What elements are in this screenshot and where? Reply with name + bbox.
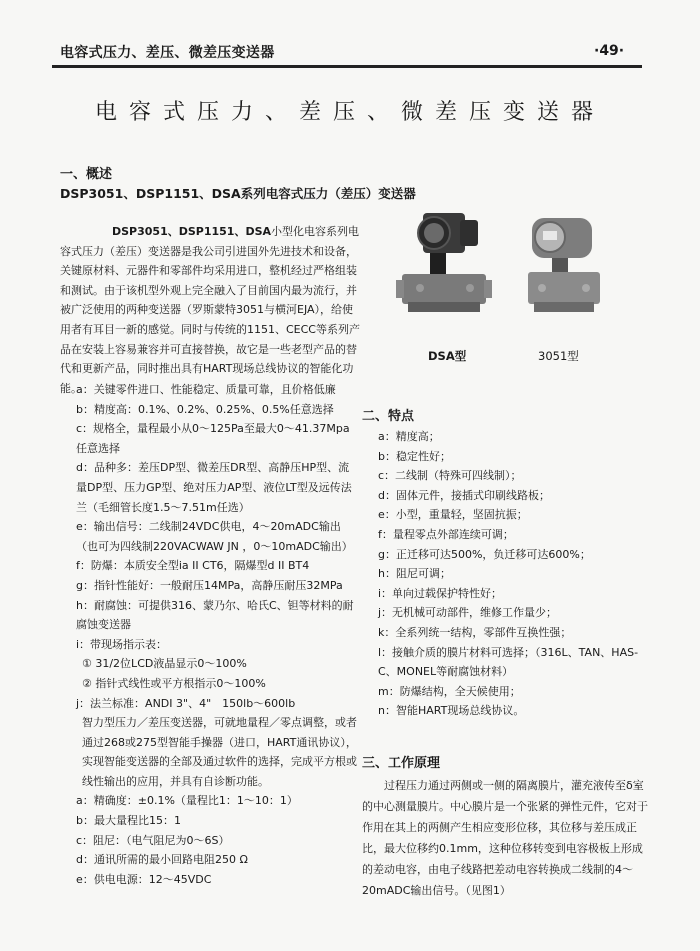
list-item: e：输出信号：二线制24VDC供电，4～20mADC输出（也可为四线制220VACWAW JN ，0～10mADC输出） [76, 520, 353, 553]
list-item: a：关键零件进口、性能稳定、质量可靠，且价格低廉 [76, 383, 336, 396]
list-item: f：量程零点外部连续可调； [378, 527, 514, 541]
list-item: b：最大量程比15：1 [76, 814, 181, 828]
list-item: h：阻尼可调； [378, 567, 451, 581]
list-item: d：品种多：差压DP型、微差压DR型、高静压HP型、流量DP型、压力GP型、绝对压力AP型、液位LT型及远传法兰（毛细管长度1.5～7.51m任选） [76, 461, 352, 514]
intro-body: 小型化电容系列电容式压力（差压）变送器是我公司引进国外先进技术和设备，关键原材料、元器件和零部件均采用进口，整机经过严格组装和测试。由于该机型外观上完全融入了目前国内最为流行，并被广泛使用的两种变送器（罗斯蒙特3051与横河EJA），给使用者有耳目一新的感觉。同时与传统的1151、CECC等系列产品在安装上容易兼容并可直接替换，故它是一些老型产品的替代和更新产品，同时推出具有HART现场总线协议的智能化功能。 [60, 225, 360, 395]
list-item: a：精度高； [378, 430, 440, 443]
section-heading-principle: 三、工作原理 [362, 756, 441, 771]
feature-list-left [60, 380, 360, 889]
page-number: ·49· [594, 43, 625, 59]
list-item: b：稳定性好； [378, 449, 451, 463]
principle-paragraph: 过程压力通过两侧或一侧的隔离膜片，灌充液传至δ室的中心测量膜片。中心膜片是一个张紧的弹性元件，它对于作用在其上的两侧产生相应变形位移，其位移与差压成正比，最大位移约0.1mm，这种位移转变到电容极板上形成的差动电容，由电子线路把差动电容转换成二线制的4～20mADC输出信号。（见图1） [362, 779, 648, 897]
list-item: a：精确度：±0.1%（量程比1：1～10：1） [76, 794, 298, 808]
section-subheading: DSP3051、DSP1151、DSA系列电容式压力（差压）变送器 [60, 186, 416, 201]
document-title: 电容式压力、差压、微差压变送器 [94, 100, 605, 125]
list-item: c：规格全，量程最小从0～125Pa至最大0～41.37Mpa任意选择 [76, 422, 350, 455]
list-item: n：智能HART现场总线协议。 [378, 704, 525, 718]
list-item: h：耐腐蚀：可提供316、蒙乃尔、哈氏C、钽等材料的耐腐蚀变送器 [76, 598, 354, 632]
list-item: c：阻尼：（电气阻尼为0～6S） [76, 833, 230, 847]
dsa-transmitter-image [396, 213, 492, 312]
list-item: d：固体元件，接插式印刷线路板； [378, 488, 550, 502]
intro-lead: DSP3051、DSP1151、DSA [112, 225, 272, 238]
list-item: g：指针性能好：一般耐压14MPa，高静压耐压32MPa [76, 578, 343, 592]
feature-list-right [362, 427, 652, 721]
intro-paragraph [60, 222, 360, 398]
list-item: m：防爆结构，全天候使用； [378, 684, 521, 698]
list-item: e：供电电源：12～45VDC [76, 872, 212, 886]
photo-caption-dsa: DSA型 [428, 349, 467, 363]
list-item: b：精度高：0.1%、0.2%、0.25%、0.5%任意选择 [76, 402, 334, 416]
list-item: l：接触介质的膜片材料可选择；（316L、TAN、HAS-C、MONEL等耐腐蚀材料） [378, 645, 639, 679]
list-item: j：法兰标准：ANDI 3"、4" 150lb～600lb [76, 696, 296, 710]
list-item: j：无机械可动部件，维修工作量少； [378, 606, 558, 620]
list-item: f：防爆：本质安全型ia II CT6，隔爆型d II BT4 [76, 559, 310, 573]
list-item: k：全系列统一结构，零部件互换性强； [378, 625, 572, 639]
list-item: g：正迁移可达500%，负迁移可达600%； [378, 547, 591, 561]
transmitter-photos [380, 210, 630, 350]
photo-caption-3051: 3051型 [538, 349, 579, 363]
running-header-title: 电容式压力、差压、微差压变送器 [60, 45, 275, 61]
smart-paragraph: 智力型压力／差压变送器，可就地量程／零点调整，或者通过268或275型智能手操器（进口，HART通讯协议），实现智能变送器的全部及通过软件的选择，完成平方根或线性输出的应用，并具有自诊断功能。 [82, 716, 357, 788]
list-item: e：小型，重量轻，坚固抗振； [378, 508, 528, 522]
list-item: c：二线制（特殊可四线制）； [378, 469, 522, 483]
section-heading-overview: 一、概述 [60, 167, 113, 182]
3051-transmitter-image [528, 218, 600, 312]
list-item: i：单向过载保护特性好； [378, 586, 503, 600]
list-item: d：通讯所需的最小回路电阻250 Ω [76, 853, 248, 867]
list-item: i：带现场指示表： [76, 637, 168, 651]
section-heading-features: 二、特点 [362, 409, 415, 424]
list-item: ① 31/2位LCD液晶显示0～100% [82, 657, 247, 671]
list-item: ② 指针式线性或平方根指示0～100% [82, 676, 266, 690]
header-rule [52, 65, 642, 68]
